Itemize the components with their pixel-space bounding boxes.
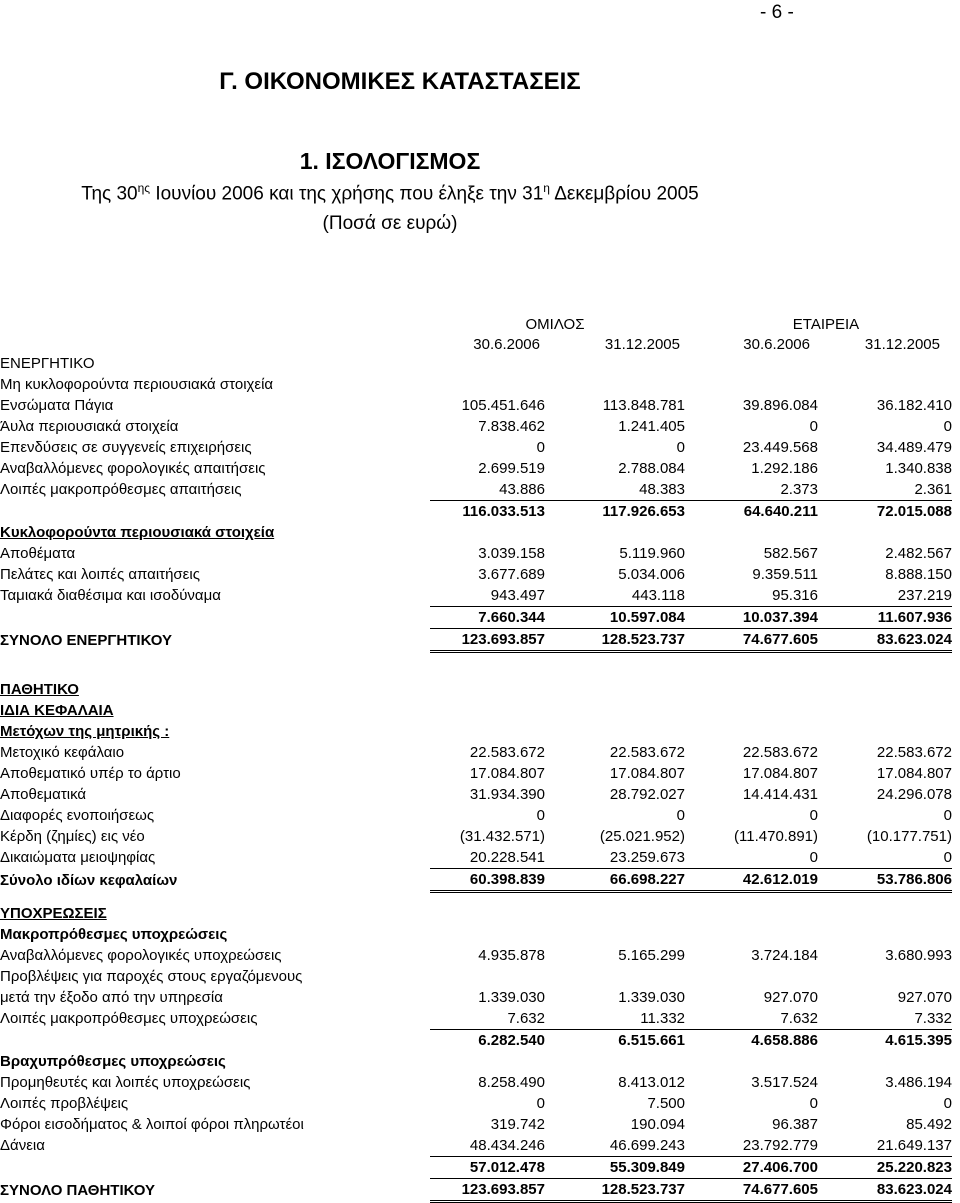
subtotal-value: 6.515.661 xyxy=(545,1030,685,1052)
cell-value: 190.094 xyxy=(630,1116,685,1133)
table-row xyxy=(0,416,952,437)
row-label: Κέρδη (ζημίες) εις νέο xyxy=(0,828,145,845)
cell-value: 14.414.431 xyxy=(742,786,818,803)
cell-value: 11.332 xyxy=(640,1010,685,1027)
table-row xyxy=(0,437,952,458)
cell-value: 0 xyxy=(676,439,685,456)
table-row xyxy=(0,987,952,1008)
row-label: Διαφορές ενοποιήσεως xyxy=(0,807,155,824)
subtotal-value: 117.926.653 xyxy=(545,501,685,523)
date-header-group-2005: 31.12.2005 xyxy=(604,336,680,353)
cell-value: 0 xyxy=(943,418,952,435)
liabilities-table xyxy=(0,679,952,1203)
total-value: 83.623.024 xyxy=(818,629,952,652)
subtotal-value: 4.615.395 xyxy=(818,1030,952,1052)
page-number: - 6 - xyxy=(760,2,794,23)
row-label: Μετοχικό κεφάλαιο xyxy=(0,744,125,761)
non-current-assets-heading: Μη κυκλοφορούντα περιουσιακά στοιχεία xyxy=(0,376,274,393)
cell-value: 2.361 xyxy=(914,481,952,498)
currency-note: (Ποσά σε ευρώ) xyxy=(322,213,458,234)
subtotal-value: 72.015.088 xyxy=(818,501,952,523)
cell-value: 0 xyxy=(536,807,545,824)
spacer-row xyxy=(0,892,952,904)
table-row xyxy=(0,458,952,479)
subtotal-value: 57.012.478 xyxy=(430,1157,545,1179)
current-assets-heading: Κυκλοφορούντα περιουσιακά στοιχεία xyxy=(0,524,275,541)
table-row xyxy=(0,1008,952,1030)
cell-value: 7.332 xyxy=(914,1010,952,1027)
table-row xyxy=(0,1135,952,1157)
period-part-1: Της 30 xyxy=(81,183,138,205)
row-label: Ενσώματα Πάγια xyxy=(0,397,114,414)
cell-value: 23.792.779 xyxy=(742,1137,818,1154)
table-row xyxy=(0,945,952,966)
equity-heading: ΙΔΙΑ ΚΕΦΑΛΑΙΑ xyxy=(0,702,114,719)
cell-value: 8.413.012 xyxy=(618,1074,685,1091)
table-row xyxy=(0,805,952,826)
cell-value: 1.339.030 xyxy=(478,989,545,1006)
subtotal-value: 6.282.540 xyxy=(430,1030,545,1052)
row-label: Αποθεματικό υπέρ το άρτιο xyxy=(0,765,181,782)
table-row xyxy=(0,585,952,607)
table-row xyxy=(0,564,952,585)
current-assets-heading-row xyxy=(0,522,952,543)
short-term-subtotal-row xyxy=(0,1157,952,1179)
subtotal-value: 55.309.849 xyxy=(545,1157,685,1179)
obligations-heading-row xyxy=(0,903,952,924)
cell-value: 3.724.184 xyxy=(751,947,818,964)
cell-value: 3.039.158 xyxy=(478,545,545,562)
cell-value: (11.470.891) xyxy=(734,828,818,845)
cell-value: 3.680.993 xyxy=(885,947,952,964)
cell-value: 0 xyxy=(536,1095,545,1112)
cell-value: 17.084.807 xyxy=(876,765,952,782)
cell-value: 5.034.006 xyxy=(618,566,685,583)
subtotal-value: 27.406.700 xyxy=(685,1157,818,1179)
non-current-assets-heading-row xyxy=(0,374,952,395)
row-label: Λοιπές προβλέψεις xyxy=(0,1095,129,1112)
cell-value: 22.583.672 xyxy=(469,744,545,761)
cell-value: 23.259.673 xyxy=(609,849,685,866)
current-assets-subtotal-row xyxy=(0,607,952,629)
row-label xyxy=(0,501,430,523)
cell-value: 319.742 xyxy=(490,1116,545,1133)
subtotal-value: 4.658.886 xyxy=(685,1030,818,1052)
row-label xyxy=(0,607,430,629)
cell-value: 927.070 xyxy=(763,989,818,1006)
row-label: Πελάτες και λοιπές απαιτήσεις xyxy=(0,566,200,583)
row-label: Λοιπές μακροπρόθεσμες απαιτήσεις xyxy=(0,481,242,499)
cell-value: 7.632 xyxy=(507,1010,545,1027)
subtotal-value: 11.607.936 xyxy=(818,607,952,629)
subtotal-value: 116.033.513 xyxy=(430,501,545,523)
short-term-heading-row xyxy=(0,1051,952,1072)
table-row xyxy=(0,847,952,869)
cell-value: 2.482.567 xyxy=(885,545,952,562)
row-label: Αποθέματα xyxy=(0,545,76,562)
liabilities-heading: ΠΑΘΗΤΙΚΟ xyxy=(0,681,79,698)
row-label: Αποθεματικά xyxy=(0,786,87,803)
row-label: Δάνεια xyxy=(0,1137,45,1155)
parent-shareholders-heading-row xyxy=(0,721,952,742)
cell-value: 3.677.689 xyxy=(478,566,545,583)
total-assets-label: ΣΥΝΟΛΟ ΕΝΕΡΓΗΤΙΚΟΥ xyxy=(0,631,172,649)
row-label xyxy=(0,1157,430,1179)
cell-value: 113.848.781 xyxy=(602,397,685,414)
cell-value: 2.788.084 xyxy=(618,460,685,477)
assets-heading: ΕΝΕΡΓΗΤΙΚΟ xyxy=(0,355,95,372)
cell-value: 943.497 xyxy=(490,587,545,604)
company-column-header: ΕΤΑΙΡΕΙΑ xyxy=(792,316,860,333)
cell-value: 17.084.807 xyxy=(742,765,818,782)
table-row xyxy=(0,543,952,564)
cell-value: 22.583.672 xyxy=(876,744,952,761)
cell-value: 96.387 xyxy=(772,1116,818,1133)
table-row xyxy=(0,742,952,763)
cell-value: 2.373 xyxy=(780,481,818,498)
row-label: Άυλα περιουσιακά στοιχεία xyxy=(0,418,179,435)
total-assets-row xyxy=(0,629,952,652)
cell-value: 85.492 xyxy=(906,1116,952,1133)
cell-value: 0 xyxy=(809,1095,818,1112)
total-value: 60.398.839 xyxy=(430,869,545,892)
row-label: Αναβαλλόμενες φορολογικές απαιτήσεις xyxy=(0,460,266,477)
cell-value: 1.241.405 xyxy=(618,418,685,435)
cell-value: 0 xyxy=(943,1095,952,1112)
total-value: 123.693.857 xyxy=(430,1179,545,1202)
table-row xyxy=(0,395,952,416)
total-value: 128.523.737 xyxy=(545,629,685,652)
cell-value: 5.119.960 xyxy=(619,545,685,562)
cell-value: 237.219 xyxy=(897,587,952,604)
row-label: μετά την έξοδο από την υπηρεσία xyxy=(0,989,223,1006)
cell-value: 0 xyxy=(676,807,685,824)
total-value: 66.698.227 xyxy=(545,869,685,892)
cell-value: 23.449.568 xyxy=(742,439,818,456)
row-label: Προμηθευτές και λοιπές υποχρεώσεις xyxy=(0,1074,251,1091)
assets-heading-row xyxy=(0,353,952,374)
date-header-group-2006: 30.6.2006 xyxy=(473,336,540,353)
cell-value: 9.359.511 xyxy=(752,566,818,583)
period-part-2: Ιουνίου 2006 και της χρήσης που έληξε την 31 xyxy=(150,183,544,205)
cell-value: 0 xyxy=(943,807,952,824)
total-equity-row xyxy=(0,869,952,892)
cell-value: 48.434.246 xyxy=(469,1137,545,1154)
cell-value: 0 xyxy=(809,807,818,824)
total-value: 83.623.024 xyxy=(818,1179,952,1202)
cell-value: 39.896.084 xyxy=(742,397,818,414)
date-header-company-2006: 30.6.2006 xyxy=(743,336,810,353)
table-row xyxy=(0,763,952,784)
cell-value: 4.935.878 xyxy=(478,947,545,964)
equity-heading-row xyxy=(0,700,952,721)
cell-value: 2.699.519 xyxy=(478,460,545,477)
period-superscript-2: η xyxy=(543,181,550,195)
subtotal-value: 10.597.084 xyxy=(545,607,685,629)
obligations-heading: ΥΠΟΧΡΕΩΣΕΙΣ xyxy=(0,905,107,922)
cell-value: 7.632 xyxy=(780,1010,818,1027)
total-value: 123.693.857 xyxy=(430,629,545,652)
row-label: Προβλέψεις για παροχές στους εργαζόμενους xyxy=(0,968,303,985)
cell-value: 21.649.137 xyxy=(876,1137,952,1154)
table-row xyxy=(0,479,952,501)
cell-value: 46.699.243 xyxy=(609,1137,685,1154)
row-label xyxy=(0,1030,430,1052)
assets-table xyxy=(0,353,952,653)
cell-value: 34.489.479 xyxy=(876,439,952,456)
total-liabilities-label: ΣΥΝΟΛΟ ΠΑΘΗΤΙΚΟΥ xyxy=(0,1181,156,1199)
cell-value: 3.486.194 xyxy=(885,1074,952,1091)
long-term-heading-row xyxy=(0,924,952,945)
long-term-subtotal-row xyxy=(0,1030,952,1052)
cell-value: 24.296.078 xyxy=(876,786,952,803)
cell-value: 1.339.030 xyxy=(618,989,685,1006)
subtotal-value: 10.037.394 xyxy=(685,607,818,629)
period-part-3: Δεκεμβρίου 2005 xyxy=(549,183,699,205)
table-row xyxy=(0,966,952,987)
cell-value: 95.316 xyxy=(772,587,818,604)
cell-value: 36.182.410 xyxy=(876,397,952,414)
group-column-header: ΟΜΙΛΟΣ xyxy=(525,316,585,333)
cell-value: 5.165.299 xyxy=(618,947,685,964)
total-value: 74.677.605 xyxy=(685,629,818,652)
cell-value: 105.451.646 xyxy=(461,397,545,414)
parent-shareholders-heading: Μετόχων της μητρικής : xyxy=(0,723,170,740)
cell-value: (31.432.571) xyxy=(459,828,545,845)
cell-value: 8.258.490 xyxy=(478,1074,545,1091)
row-label: Επενδύσεις σε συγγενείς επιχειρήσεις xyxy=(0,439,252,456)
cell-value: 582.567 xyxy=(763,545,818,562)
cell-value: 0 xyxy=(809,849,818,866)
total-value: 128.523.737 xyxy=(545,1179,685,1202)
date-header-company-2005: 31.12.2005 xyxy=(864,336,940,353)
liabilities-heading-row xyxy=(0,679,952,700)
total-value: 53.786.806 xyxy=(818,869,952,892)
table-row xyxy=(0,784,952,805)
total-liabilities-row xyxy=(0,1179,952,1202)
cell-value: 17.084.807 xyxy=(469,765,545,782)
cell-value: 17.084.807 xyxy=(609,765,685,782)
subtotal-value: 64.640.211 xyxy=(685,501,818,523)
table-row xyxy=(0,1093,952,1114)
period-description xyxy=(0,181,780,205)
cell-value: (25.021.952) xyxy=(599,828,685,845)
period-superscript-1: ης xyxy=(137,181,151,195)
cell-value: 443.118 xyxy=(631,587,685,604)
table-row xyxy=(0,826,952,847)
subtotal-value: 25.220.823 xyxy=(818,1157,952,1179)
cell-value: 28.792.027 xyxy=(609,786,685,803)
cell-value: 0 xyxy=(809,418,818,435)
cell-value: 7.838.462 xyxy=(478,418,545,435)
table-row xyxy=(0,1114,952,1135)
cell-value: 22.583.672 xyxy=(609,744,685,761)
main-title: Γ. ΟΙΚΟΝΟΜΙΚΕΣ ΚΑΤΑΣΤΑΣΕΙΣ xyxy=(219,68,581,95)
cell-value: (10.177.751) xyxy=(866,828,952,845)
cell-value: 8.888.150 xyxy=(885,566,952,583)
total-value: 42.612.019 xyxy=(685,869,818,892)
cell-value: 7.500 xyxy=(647,1095,685,1112)
cell-value: 43.886 xyxy=(499,481,545,498)
cell-value: 927.070 xyxy=(897,989,952,1006)
cell-value: 31.934.390 xyxy=(469,786,545,803)
cell-value: 3.517.524 xyxy=(751,1074,818,1091)
cell-value: 48.383 xyxy=(639,481,685,498)
row-label: Φόροι εισοδήματος & λοιποί φόροι πληρωτέοι xyxy=(0,1116,304,1133)
cell-value: 22.583.672 xyxy=(742,744,818,761)
cell-value: 0 xyxy=(536,439,545,456)
row-label: Αναβαλλόμενες φορολογικές υποχρεώσεις xyxy=(0,947,282,964)
table-row xyxy=(0,1072,952,1093)
non-current-assets-subtotal-row xyxy=(0,501,952,523)
subtotal-value: 7.660.344 xyxy=(430,607,545,629)
cell-value: 0 xyxy=(943,849,952,866)
row-label: Δικαιώματα μειοψηφίας xyxy=(0,849,156,867)
long-term-heading: Μακροπρόθεσμες υποχρεώσεις xyxy=(0,926,228,943)
row-label: Ταμιακά διαθέσιμα και ισοδύναμα xyxy=(0,587,221,605)
total-equity-label: Σύνολο ιδίων κεφαλαίων xyxy=(0,871,178,889)
row-label: Λοιπές μακροπρόθεσμες υποχρεώσεις xyxy=(0,1010,258,1028)
cell-value: 1.292.186 xyxy=(751,460,818,477)
short-term-heading: Βραχυπρόθεσμες υποχρεώσεις xyxy=(0,1053,226,1070)
total-value: 74.677.605 xyxy=(685,1179,818,1202)
balance-sheet-title: 1. ΙΣΟΛΟΓΙΣΜΟΣ xyxy=(299,148,481,174)
cell-value: 20.228.541 xyxy=(469,849,545,866)
cell-value: 1.340.838 xyxy=(885,460,952,477)
